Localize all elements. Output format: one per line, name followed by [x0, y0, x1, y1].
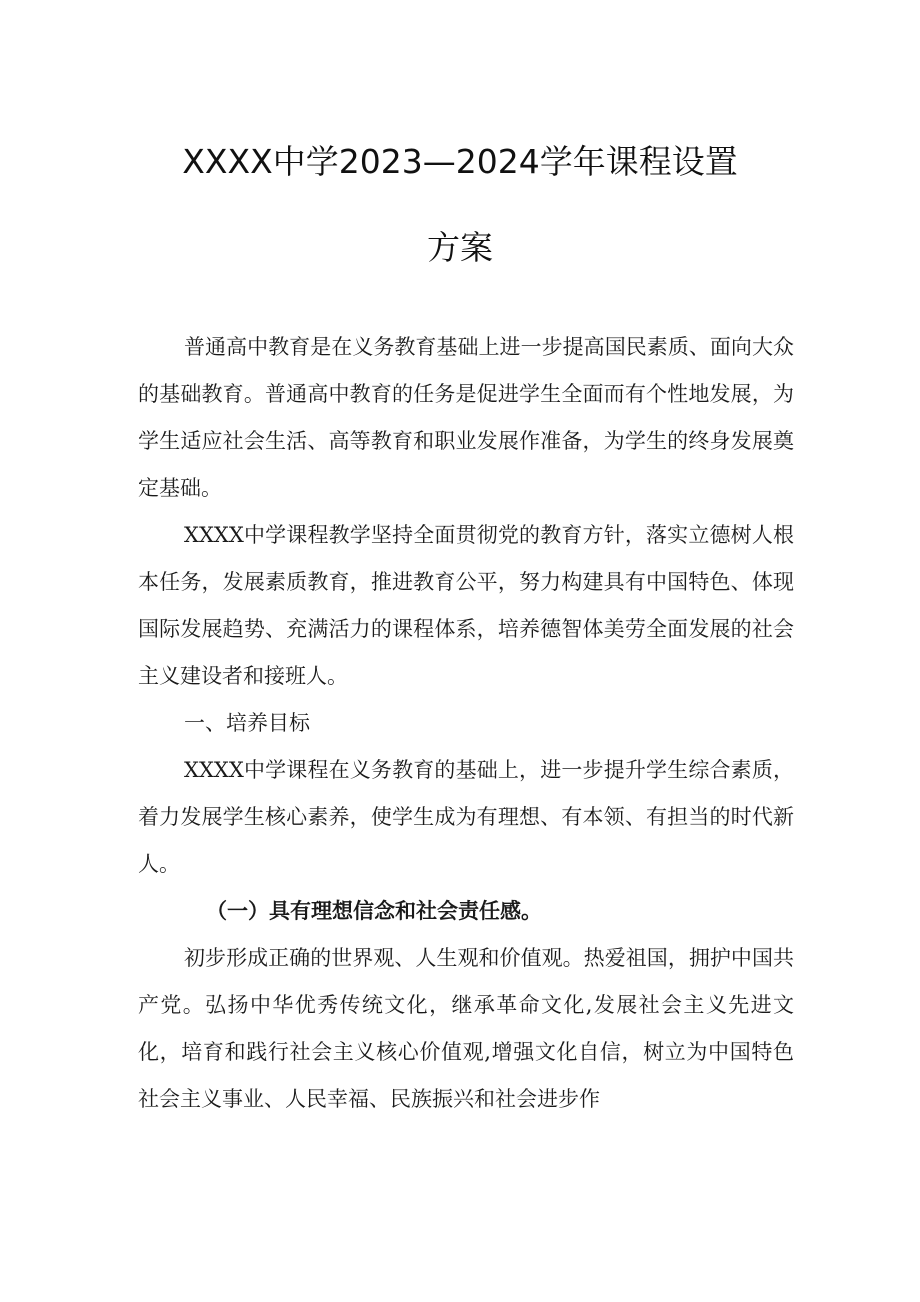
- policy-paragraph: XXXX中学课程教学坚持全面贯彻党的教育方针，落实立德树人根本任务，发展素质教育，推进教育公平，努力构建具有中国特色、体现国际发展趋势、充满活力的课程体系，培养德智体美劳全面发展的社会主义建设者和接班人。: [138, 523, 794, 688]
- subsection-heading-ideals: （一）具有理想信念和社会责任感。: [206, 899, 542, 923]
- section-heading-training-goals: 一、培养目标: [184, 711, 310, 735]
- training-goals-paragraph: XXXX中学课程在义务教育的基础上，进一步提升学生综合素质，着力发展学生核心素养，使学生成为有理想、有本领、有担当的时代新人。: [138, 758, 794, 876]
- ideals-paragraph: 初步形成正确的世界观、人生观和价值观。热爱祖国，拥护中国共产党。弘扬中华优秀传统文化，继承革命文化,发展社会主义先进文化，培育和践行社会主义核心价值观,增强文化自信，树立为中国特色社会主义事业、人民幸福、民族振兴和社会进步作: [138, 946, 794, 1111]
- document-title-line2: 方案: [427, 228, 493, 267]
- document-title-line1: XXXX中学2023—2024学年课程设置: [182, 142, 738, 181]
- document-body: [138, 324, 794, 1123]
- intro-paragraph: 普通高中教育是在义务教育基础上进一步提高国民素质、面向大众的基础教育。普通高中教育的任务是促进学生全面而有个性地发展，为学生适应社会生活、高等教育和职业发展作准备，为学生的终身发展奠定基础。: [138, 335, 794, 500]
